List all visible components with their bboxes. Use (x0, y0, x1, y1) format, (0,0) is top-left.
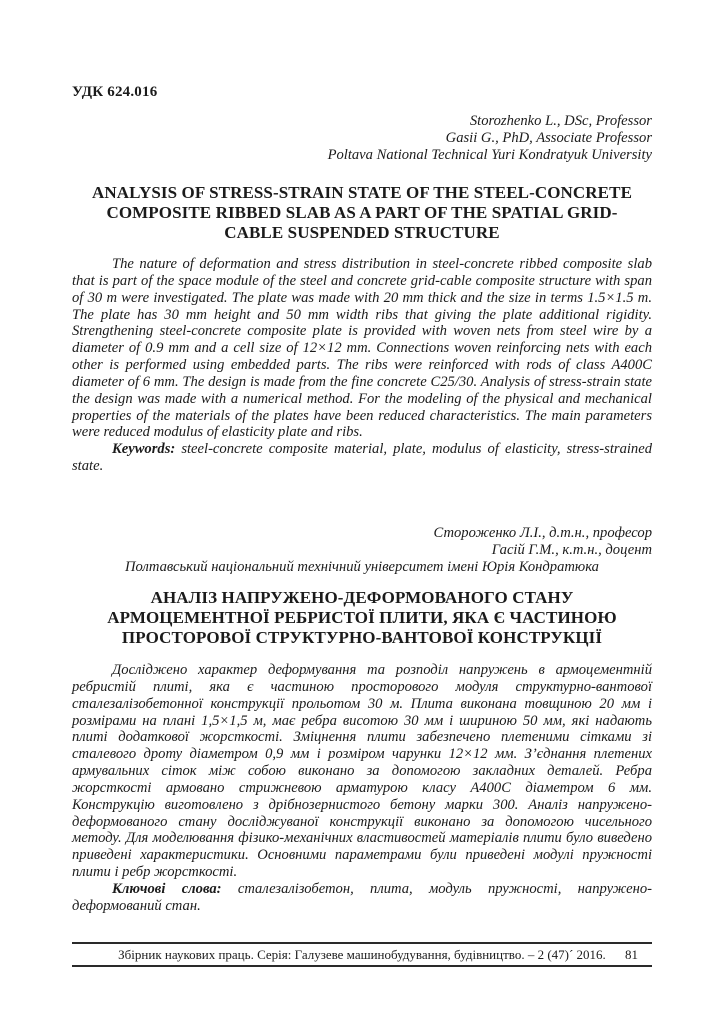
paper-title-en-line-1: ANALYSIS OF STRESS-STRAIN STATE OF THE STEEL-CONCRETE (91, 183, 633, 202)
abstract-uk: Досліджено характер деформування та розподіл напружень в армоцементній ребристій плиті, яка є частиною просторового модуля структурно-вантової сталезалізобетонної конструкції прольотом 30 м. Плита виконана товщиною 20 мм і розмірами на плані 1,5×1,5 м, має ребра висотою 30 мм і шириною 50 мм, які надають плиті додаткової жорсткості. Зміцнення плити забезпечено плетеними сітками зі сталевого дроту діаметром 0,9 мм і розміром чарунки 12×12 мм. З’єднання плетених армувальних сіток між собою виконано за допомогою закладних деталей. Ребра жорсткості армовано стрижневою арматурою класу А400С діаметром 6 мм. Конструкцію виготовлено з дрібнозернистого бетону марки 300. Аналіз напружено-деформованого стану досліджуваної конструкції виконано за допомогою чисельного методу. Для моделювання фізико-механічних властивостей матеріалів плити було виведено приведені характеристики. Основними параметрами були приведені модулі пружності плити і ребр жорсткості. (72, 662, 652, 881)
author-en-line-1: Storozhenko L., DSc, Professor (469, 113, 652, 129)
abstract-en: The nature of deformation and stress distribution in steel-concrete ribbed composite slab that is part of the space module of the steel and concrete grid-cable composite structure with span of 30 m were investigated. The plate was made with 20 mm thick and the size in terms 1.5×1.5 m. The plate has 30 mm height and 50 mm width ribs that giving the plate additional rigidity. Strengthening steel-concrete composite plate is provided with woven nets from steel wire by a diameter of 0.9 mm and a cell size of 12×12 mm. Connections woven reinforcing nets with each other is performed using embedded parts. The ribs were reinforced with rods of class A400C diameter of 6 mm. The design is made from the fine concrete C25/30. Analysis of stress-strain state the design was made with a numerical method. For the modeling of the physical and mechanical properties of the materials of the plates have been reduced characteristics. The main parameters were reduced modulus of elasticity plate and ribs. (72, 256, 652, 441)
keywords-uk-text: сталезалізобетон, плита, модуль пружності, напружено-деформований стан. (72, 880, 652, 914)
author-en-line-2: Gasii G., PhD, Associate Professor (445, 129, 652, 146)
authors-en (72, 113, 652, 163)
keywords-en-label: Keywords: (112, 441, 176, 458)
page-number: 81 (625, 947, 638, 962)
author-uk-line-2: Гасій Г.М., к.т.н., доцент (491, 541, 652, 558)
affiliation-en: Poltava National Technical Yuri Kondratyuk University (327, 146, 652, 163)
affiliation-uk: Полтавський національний технічний університет імені Юрія Кондратюка (125, 558, 599, 575)
journal-series-line: Збірник наукових праць. Серія: Галузеве машинобудування, будівництво. – 2 (47)´ 2016. (118, 947, 606, 962)
keywords-en-text: steel-concrete composite material, plate, modulus of elasticity, stress-strained state. (72, 441, 652, 475)
keywords-uk (72, 881, 652, 915)
paper-title-en (72, 183, 652, 242)
authors-uk (72, 525, 652, 575)
abstract-section-en (72, 256, 652, 475)
paper-title-uk-line-2: АРМОЦЕМЕНТНОЇ РЕБРИСТОЇ ПЛИТИ, ЯКА Є ЧАСТИНОЮ (107, 607, 617, 627)
paper-title-uk (72, 588, 652, 647)
keywords-uk-label: Ключові слова: (112, 880, 222, 897)
udc-code: УДК 624.016 (72, 84, 158, 100)
paper-title-uk-line-3: ПРОСТОРОВОЇ СТРУКТУРНО-ВАНТОВОЇ КОНСТРУКЦІЇ (121, 627, 603, 647)
paper-title-en-line-2: COMPOSITE RIBBED SLAB AS A PART OF THE SPATIAL GRID- (106, 202, 618, 222)
keywords-en (72, 441, 652, 475)
paper-title-en-line-3: CABLE SUSPENDED STRUCTURE (224, 222, 500, 242)
abstract-section-uk (72, 662, 652, 915)
paper-title-uk-line-1: АНАЛІЗ НАПРУЖЕНО-ДЕФОРМОВАНОГО СТАНУ (150, 588, 574, 607)
footer (72, 942, 652, 967)
author-uk-line-1: Стороженко Л.І., д.т.н., професор (433, 525, 652, 541)
